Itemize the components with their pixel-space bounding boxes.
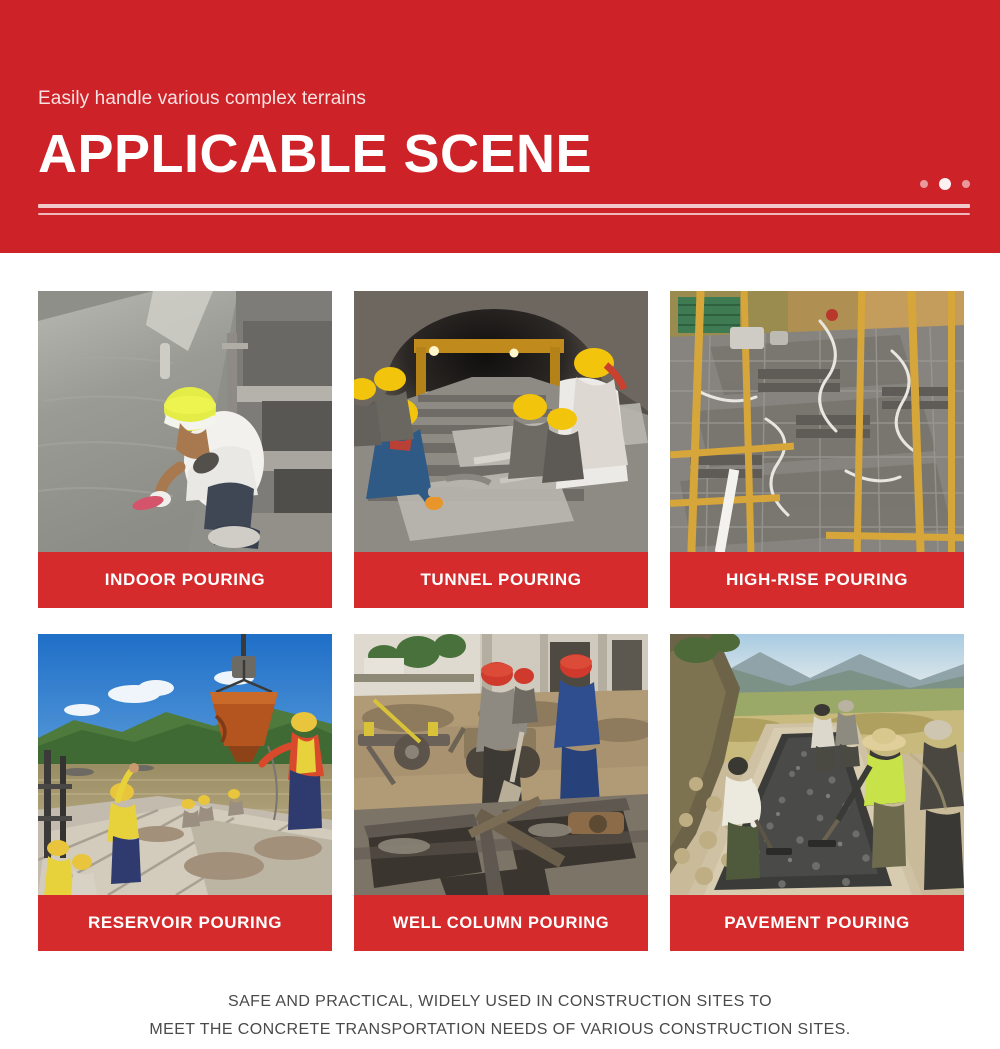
well-column-pouring-photo xyxy=(354,634,648,895)
page-header xyxy=(0,0,1000,253)
pavement-pouring-photo xyxy=(670,634,964,895)
reservoir-pouring-photo xyxy=(38,634,332,895)
page-title: APPLICABLE SCENE xyxy=(38,124,593,184)
indoor-pouring-photo xyxy=(38,291,332,552)
footer-line-1: SAFE AND PRACTICAL, WIDELY USED IN CONSTRUCTION SITES TO xyxy=(228,993,772,1010)
scene-card-label: INDOOR POURING xyxy=(38,552,332,608)
scene-card-reservoir-pouring[interactable] xyxy=(38,634,332,951)
divider-line-thick xyxy=(38,204,970,208)
scene-card-high-rise-pouring[interactable] xyxy=(670,291,964,608)
scene-card-label: RESERVOIR POURING xyxy=(38,895,332,951)
dot-3-icon[interactable] xyxy=(962,180,970,188)
header-divider xyxy=(38,204,970,215)
scene-card-label: HIGH-RISE POURING xyxy=(670,552,964,608)
tunnel-pouring-photo xyxy=(354,291,648,552)
footer-caption xyxy=(0,988,1000,1044)
header-subtitle: Easily handle various complex terrains xyxy=(38,88,367,109)
scene-card-label: WELL COLUMN POURING xyxy=(354,895,648,951)
dot-1-icon[interactable] xyxy=(920,180,928,188)
high-rise-pouring-photo xyxy=(670,291,964,552)
pagination-dots[interactable] xyxy=(920,178,970,190)
dot-2-icon[interactable] xyxy=(939,178,951,190)
scene-card-indoor-pouring[interactable] xyxy=(38,291,332,608)
scene-card-pavement-pouring[interactable] xyxy=(670,634,964,951)
scene-card-tunnel-pouring[interactable] xyxy=(354,291,648,608)
divider-line-thin xyxy=(38,213,970,215)
scene-card-well-column-pouring[interactable] xyxy=(354,634,648,951)
scene-grid xyxy=(38,291,964,951)
scene-card-label: PAVEMENT POURING xyxy=(670,895,964,951)
footer-line-2: MEET THE CONCRETE TRANSPORTATION NEEDS OF VARIOUS CONSTRUCTION SITES. xyxy=(149,1021,851,1038)
scene-card-label: TUNNEL POURING xyxy=(354,552,648,608)
